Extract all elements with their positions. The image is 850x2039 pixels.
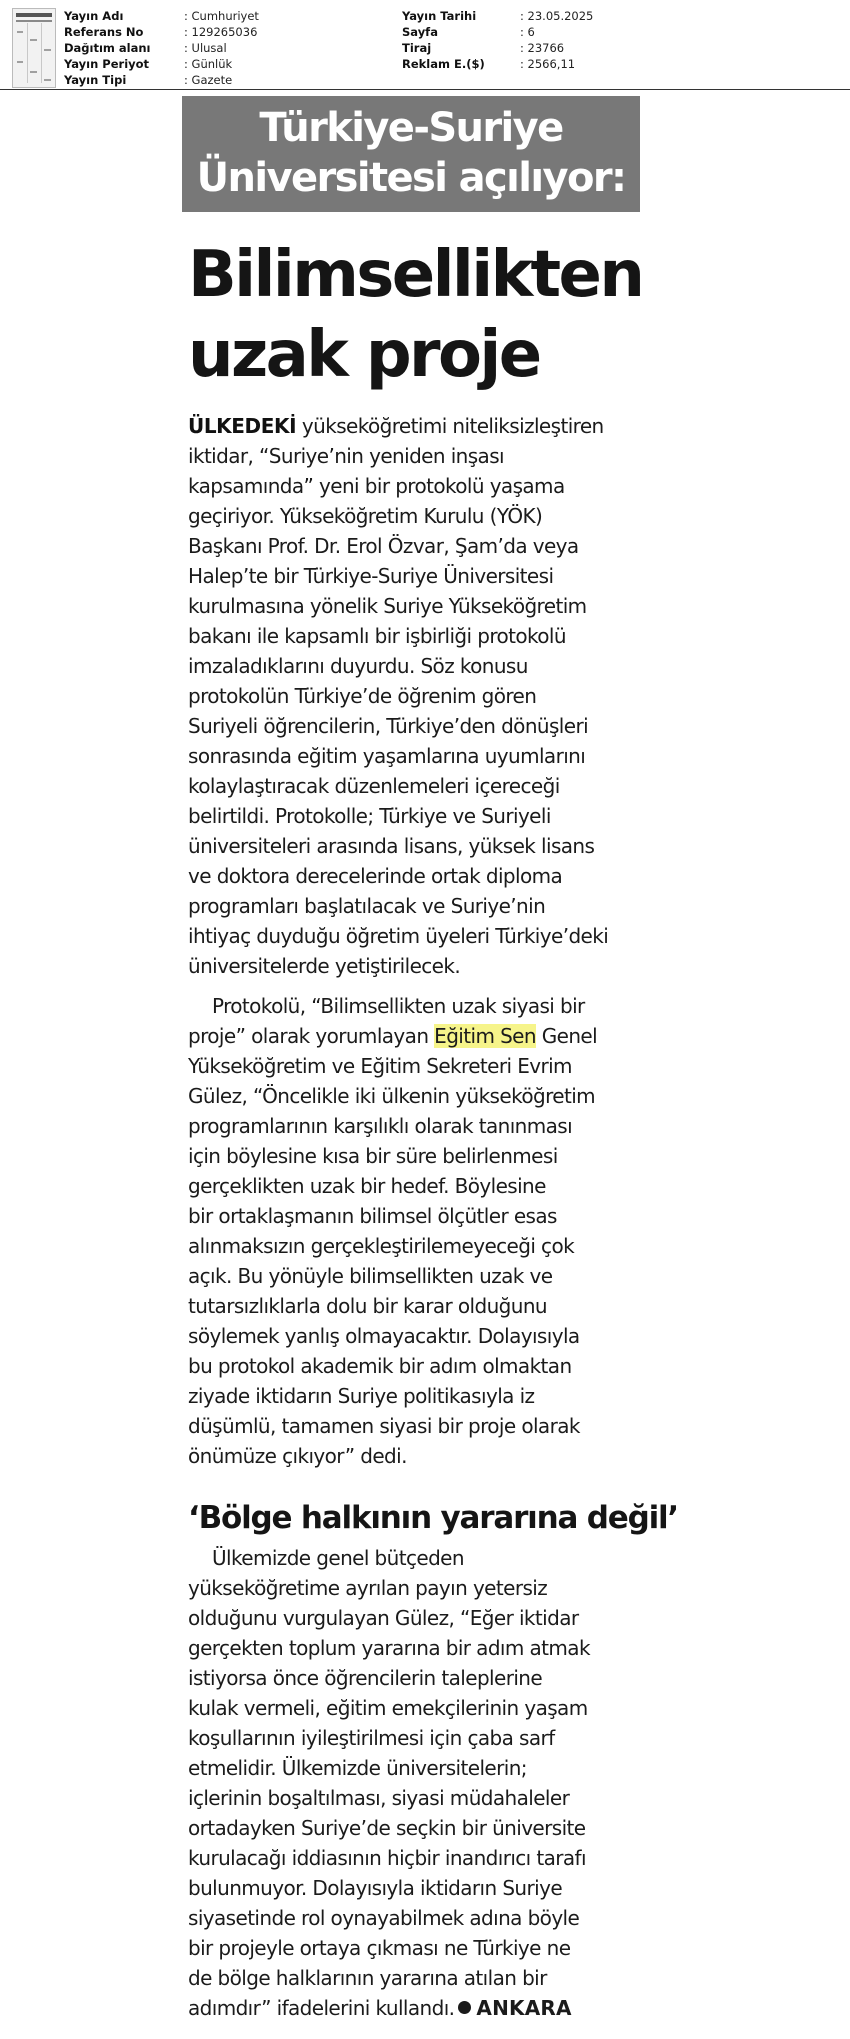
- body-text: Genel: [535, 1024, 598, 1048]
- headline-line: uzak proje: [188, 318, 540, 392]
- meta-label: Yayın Tipi: [64, 73, 127, 87]
- header-divider: [0, 89, 850, 90]
- body-line: açık. Bu yönüyle bilimsellikten uzak ve: [188, 1264, 553, 1288]
- meta-value: : 2566,11: [520, 57, 576, 71]
- body-line: gerçekten toplum yararına bir adım atmak: [188, 1636, 590, 1660]
- meta-label: Yayın Adı: [64, 9, 124, 23]
- meta-value: : 129265036: [184, 25, 258, 39]
- kicker-line: Türkiye-Suriye: [259, 105, 563, 151]
- body-line: yükseköğretime ayrılan payın yetersiz: [188, 1576, 548, 1600]
- meta-label: Yayın Periyot: [64, 57, 150, 71]
- body-line: programları başlatılacak ve Suriye’nin: [188, 894, 546, 918]
- body-line: olduğunu vurgulayan Gülez, “Eğer iktidar: [188, 1606, 579, 1630]
- body-line: kurulmasına yönelik Suriye Yükseköğretim: [188, 594, 587, 618]
- body-line: Gülez, “Öncelikle iki ülkenin yükseköğretim: [188, 1084, 596, 1108]
- meta-value: : Günlük: [184, 57, 233, 71]
- highlighted-term: Eğitim Sen: [434, 1024, 536, 1048]
- body-line: Ülkemizde genel bütçeden: [212, 1546, 464, 1570]
- body-line: için böylesine kısa bir süre belirlenmesi: [188, 1144, 558, 1168]
- body-line: kulak vermeli, eğitim emekçilerinin yaşam: [188, 1696, 588, 1720]
- body-line: de bölge halklarının yararına atılan bir: [188, 1966, 547, 1990]
- body-line: etmelidir. Ülkemizde üniversitelerin;: [188, 1756, 527, 1780]
- newspaper-thumbnail-icon: [12, 8, 56, 88]
- body-line: düşümlü, tamamen siyasi bir proje olarak: [188, 1414, 580, 1438]
- body-line: kurulacağı iddiasının hiçbir inandırıcı tarafı: [188, 1846, 586, 1870]
- meta-label: Referans No: [64, 25, 144, 39]
- dateline: ANKARA: [476, 1996, 572, 2020]
- meta-value: : 23766: [520, 41, 565, 55]
- body-line: Protokolü, “Bilimsellikten uzak siyasi bir: [212, 994, 585, 1018]
- lead-word: ÜLKEDEKİ: [188, 414, 297, 438]
- body-line: bu protokol akademik bir adım olmaktan: [188, 1354, 572, 1378]
- body-line: ortadayken Suriye’de seçkin bir üniversite: [188, 1816, 586, 1840]
- body-line: [188, 1020, 668, 1052]
- meta-value: : Ulusal: [184, 41, 227, 55]
- meta-label: Reklam E.($): [402, 57, 485, 71]
- meta-value: : Gazete: [184, 73, 233, 87]
- body-line: koşullarının iyileştirilmesi için çaba sarf: [188, 1726, 555, 1750]
- body-line: Yükseköğretim ve Eğitim Sekreteri Evrim: [188, 1054, 572, 1078]
- body-line: bulunmuyor. Dolayısıyla iktidarın Suriye: [188, 1876, 563, 1900]
- body-line: sonrasında eğitim yaşamlarına uyumlarını: [188, 744, 586, 768]
- body-line: programlarının karşılıklı olarak tanınması: [188, 1114, 573, 1138]
- meta-value: : Cumhuriyet: [184, 9, 259, 23]
- body-line: bir projeyle ortaya çıkması ne Türkiye ne: [188, 1936, 571, 1960]
- body-line: ve doktora derecelerinde ortak diploma: [188, 864, 563, 888]
- body-text: proje” olarak yorumlayan: [188, 1024, 435, 1048]
- body-line: istiyorsa önce öğrencilerin taleplerine: [188, 1666, 543, 1690]
- body-line: içlerinin boşaltılması, siyasi müdahaleler: [188, 1786, 570, 1810]
- body-line: [188, 410, 668, 442]
- body-line: kolaylaştıracak düzenlemeleri içereceği: [188, 774, 560, 798]
- body-line: üniversitelerde yetiştirilecek.: [188, 954, 461, 978]
- body-line: bakanı ile kapsamlı bir işbirliği protokolü: [188, 624, 566, 648]
- body-line: [188, 1992, 668, 2024]
- body-line: iktidar, “Suriye’nin yeniden inşası: [188, 444, 504, 468]
- body-line: bir ortaklaşmanın bilimsel ölçütler esas: [188, 1204, 557, 1228]
- body-line: alınmaksızın gerçekleştirilemeyeceği çok: [188, 1234, 575, 1258]
- body-line: imzaladıklarını duyurdu. Söz konusu: [188, 654, 528, 678]
- meta-label: Tiraj: [402, 41, 432, 55]
- body-line: Suriyeli öğrencilerin, Türkiye’den dönüşleri: [188, 714, 589, 738]
- kicker-line: Üniversitesi açılıyor:: [196, 155, 626, 201]
- body-line: ziyade iktidarın Suriye politikasıyla iz: [188, 1384, 535, 1408]
- body-line: tutarsızlıklarla dolu bir karar olduğunu: [188, 1294, 547, 1318]
- kicker-box: [182, 96, 640, 212]
- body-line: protokolün Türkiye’de öğrenim gören: [188, 684, 537, 708]
- meta-value: : 23.05.2025: [520, 9, 594, 23]
- meta-label: Yayın Tarihi: [402, 9, 477, 23]
- clipping-header: [0, 0, 850, 92]
- body-line: üniversiteleri arasında lisans, yüksek lisans: [188, 834, 595, 858]
- body-text: yükseköğretimi niteliksizleştiren: [296, 414, 604, 438]
- body-line: ihtiyaç duyduğu öğretim üyeleri Türkiye’deki: [188, 924, 609, 948]
- body-line: önümüze çıkıyor” dedi.: [188, 1444, 407, 1468]
- body-line: kapsamında” yeni bir protokolü yaşama: [188, 474, 565, 498]
- body-line: gerçeklikten uzak bir hedef. Böylesine: [188, 1174, 546, 1198]
- body-line: Başkanı Prof. Dr. Erol Özvar, Şam’da veya: [188, 534, 579, 558]
- bullet-icon: [458, 2001, 471, 2014]
- body-line: Halep’te bir Türkiye-Suriye Üniversitesi: [188, 564, 554, 588]
- meta-label: Sayfa: [402, 25, 438, 39]
- body-line: siyasetinde rol oynayabilmek adına böyle: [188, 1906, 580, 1930]
- body-line: söylemek yanlış olmayacaktır. Dolayısıyla: [188, 1324, 580, 1348]
- meta-label: Dağıtım alanı: [64, 41, 151, 55]
- body-line: geçiriyor. Yükseköğretim Kurulu (YÖK): [188, 504, 543, 528]
- subheading: ‘Bölge halkının yararına değil’: [188, 1500, 679, 1536]
- headline-line: Bilimsellikten: [188, 238, 643, 312]
- body-line: belirtildi. Protokolle; Türkiye ve Suriyeli: [188, 804, 551, 828]
- body-text: adımdır” ifadelerini kullandı.: [188, 1996, 455, 2020]
- meta-value: : 6: [520, 25, 535, 39]
